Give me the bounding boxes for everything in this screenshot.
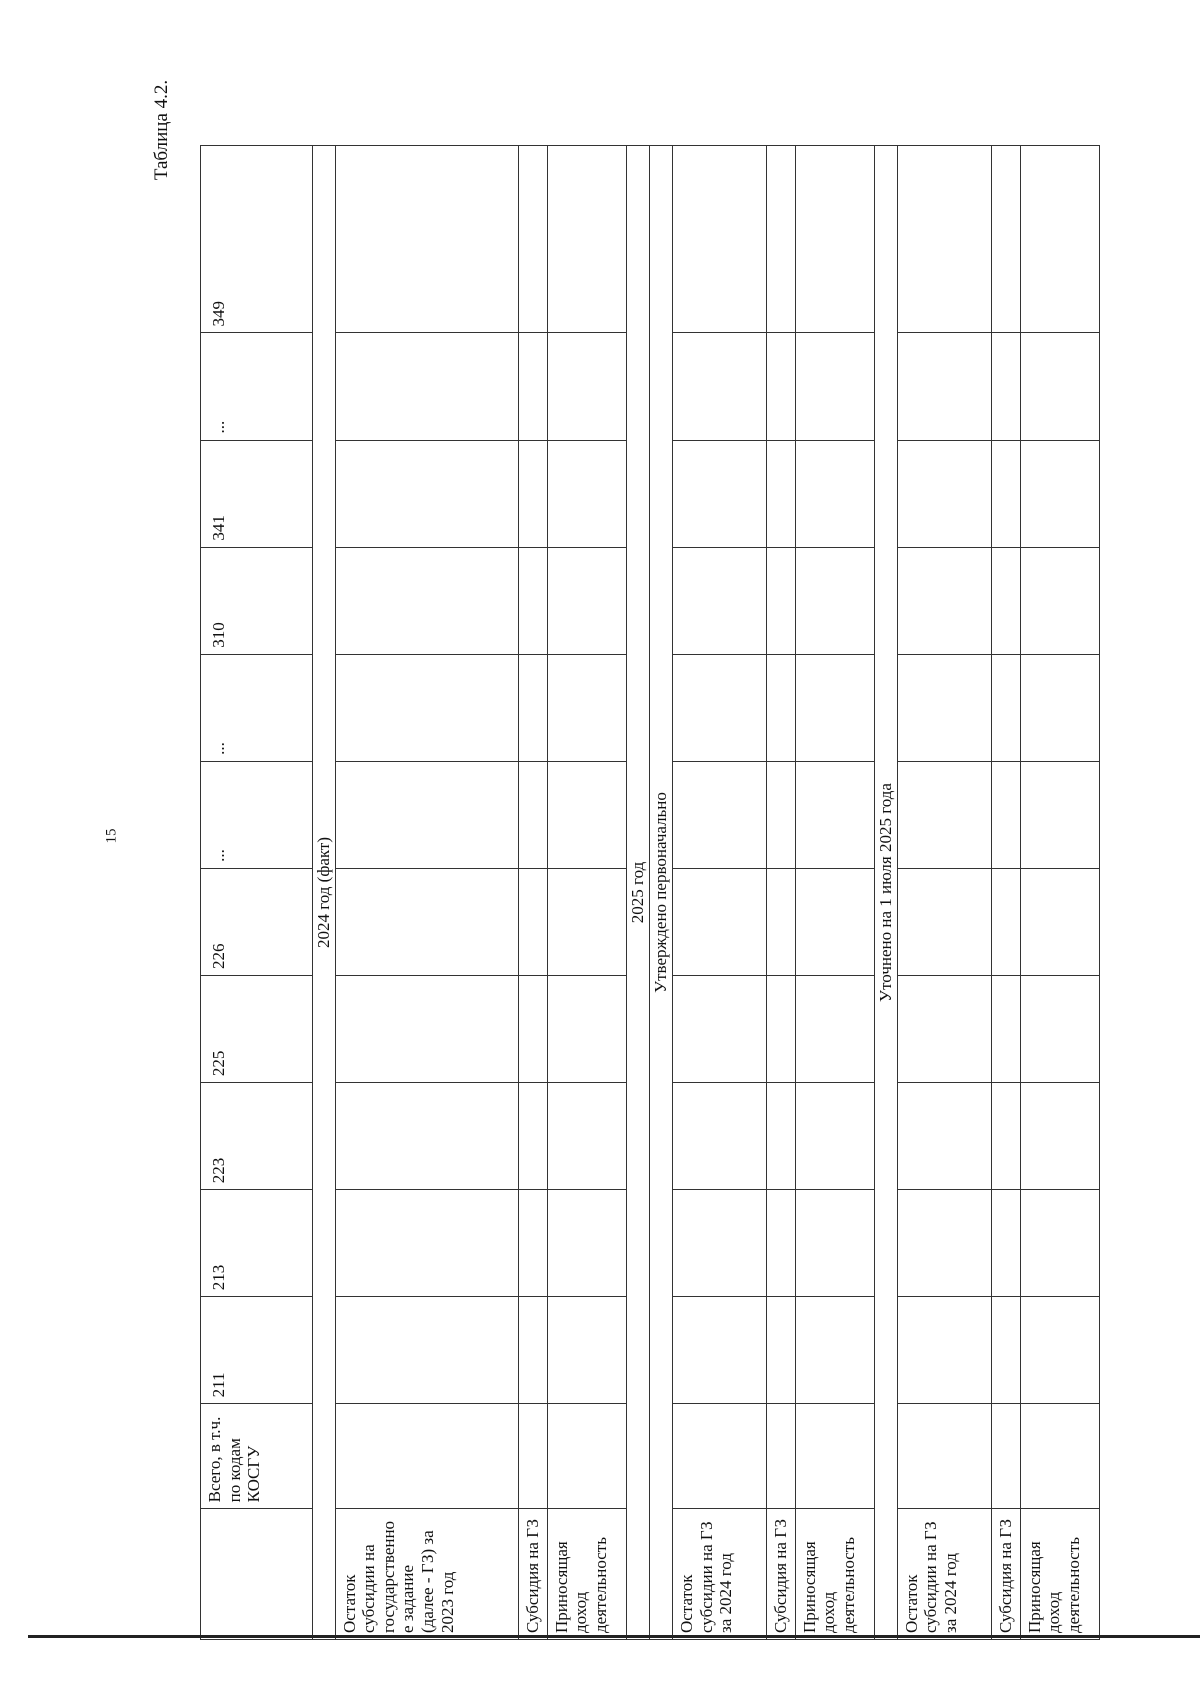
header-code: 226 — [201, 868, 313, 975]
table-container — [200, 145, 1100, 1640]
row-label: Субсидия на ГЗ — [518, 1509, 547, 1640]
header-code: 223 — [201, 1083, 313, 1190]
header-corner — [201, 1509, 313, 1640]
header-code: 213 — [201, 1190, 313, 1297]
row-label: Приносящая доход деятельность — [1020, 1509, 1099, 1640]
table-row — [1020, 146, 1099, 1640]
row-label: Остаток субсидии на государственное задание (далее - ГЗ) за 2023 год — [335, 1509, 518, 1640]
header-code: 341 — [201, 440, 313, 547]
header-code: 310 — [201, 547, 313, 654]
page-number: 15 — [103, 828, 120, 844]
row-label: Приносящая доход деятельность — [547, 1509, 626, 1640]
section-title-row — [627, 146, 650, 1640]
table-row — [547, 146, 626, 1640]
section-title-row — [312, 146, 335, 1640]
table-row — [991, 146, 1020, 1640]
section-title: 2025 год — [627, 146, 650, 1640]
row-label: Приносящая доход деятельность — [795, 1509, 874, 1640]
header-row — [201, 146, 313, 1640]
header-code: ... — [201, 333, 313, 440]
table-row — [518, 146, 547, 1640]
footer-rule — [28, 1635, 1200, 1638]
table-caption: Таблица 4.2. — [151, 79, 172, 181]
header-total: Всего, в т.ч. по кодам КОСГУ — [201, 1404, 313, 1509]
row-label: Остаток субсидии на ГЗ за 2024 год — [673, 1509, 767, 1640]
section-title: 2024 год (факт) — [312, 146, 335, 1640]
header-code: 349 — [201, 146, 313, 333]
section-subtitle-row — [650, 146, 673, 1640]
table-row — [897, 146, 991, 1640]
table-row — [335, 146, 518, 1640]
section-title-row — [875, 146, 898, 1640]
header-code: 225 — [201, 976, 313, 1083]
header-code: 211 — [201, 1297, 313, 1404]
table-row — [795, 146, 874, 1640]
kosgu-table — [200, 145, 1100, 1640]
header-code: ... — [201, 761, 313, 868]
table-row — [673, 146, 767, 1640]
row-label: Остаток субсидии на ГЗ за 2024 год — [897, 1509, 991, 1640]
row-label: Субсидия на ГЗ — [991, 1509, 1020, 1640]
header-code: ... — [201, 654, 313, 761]
section-subtitle: Утверждено первоначально — [650, 146, 673, 1640]
section-title: Уточнено на 1 июля 2025 года — [875, 146, 898, 1640]
row-label: Субсидия на ГЗ — [766, 1509, 795, 1640]
table-row — [766, 146, 795, 1640]
